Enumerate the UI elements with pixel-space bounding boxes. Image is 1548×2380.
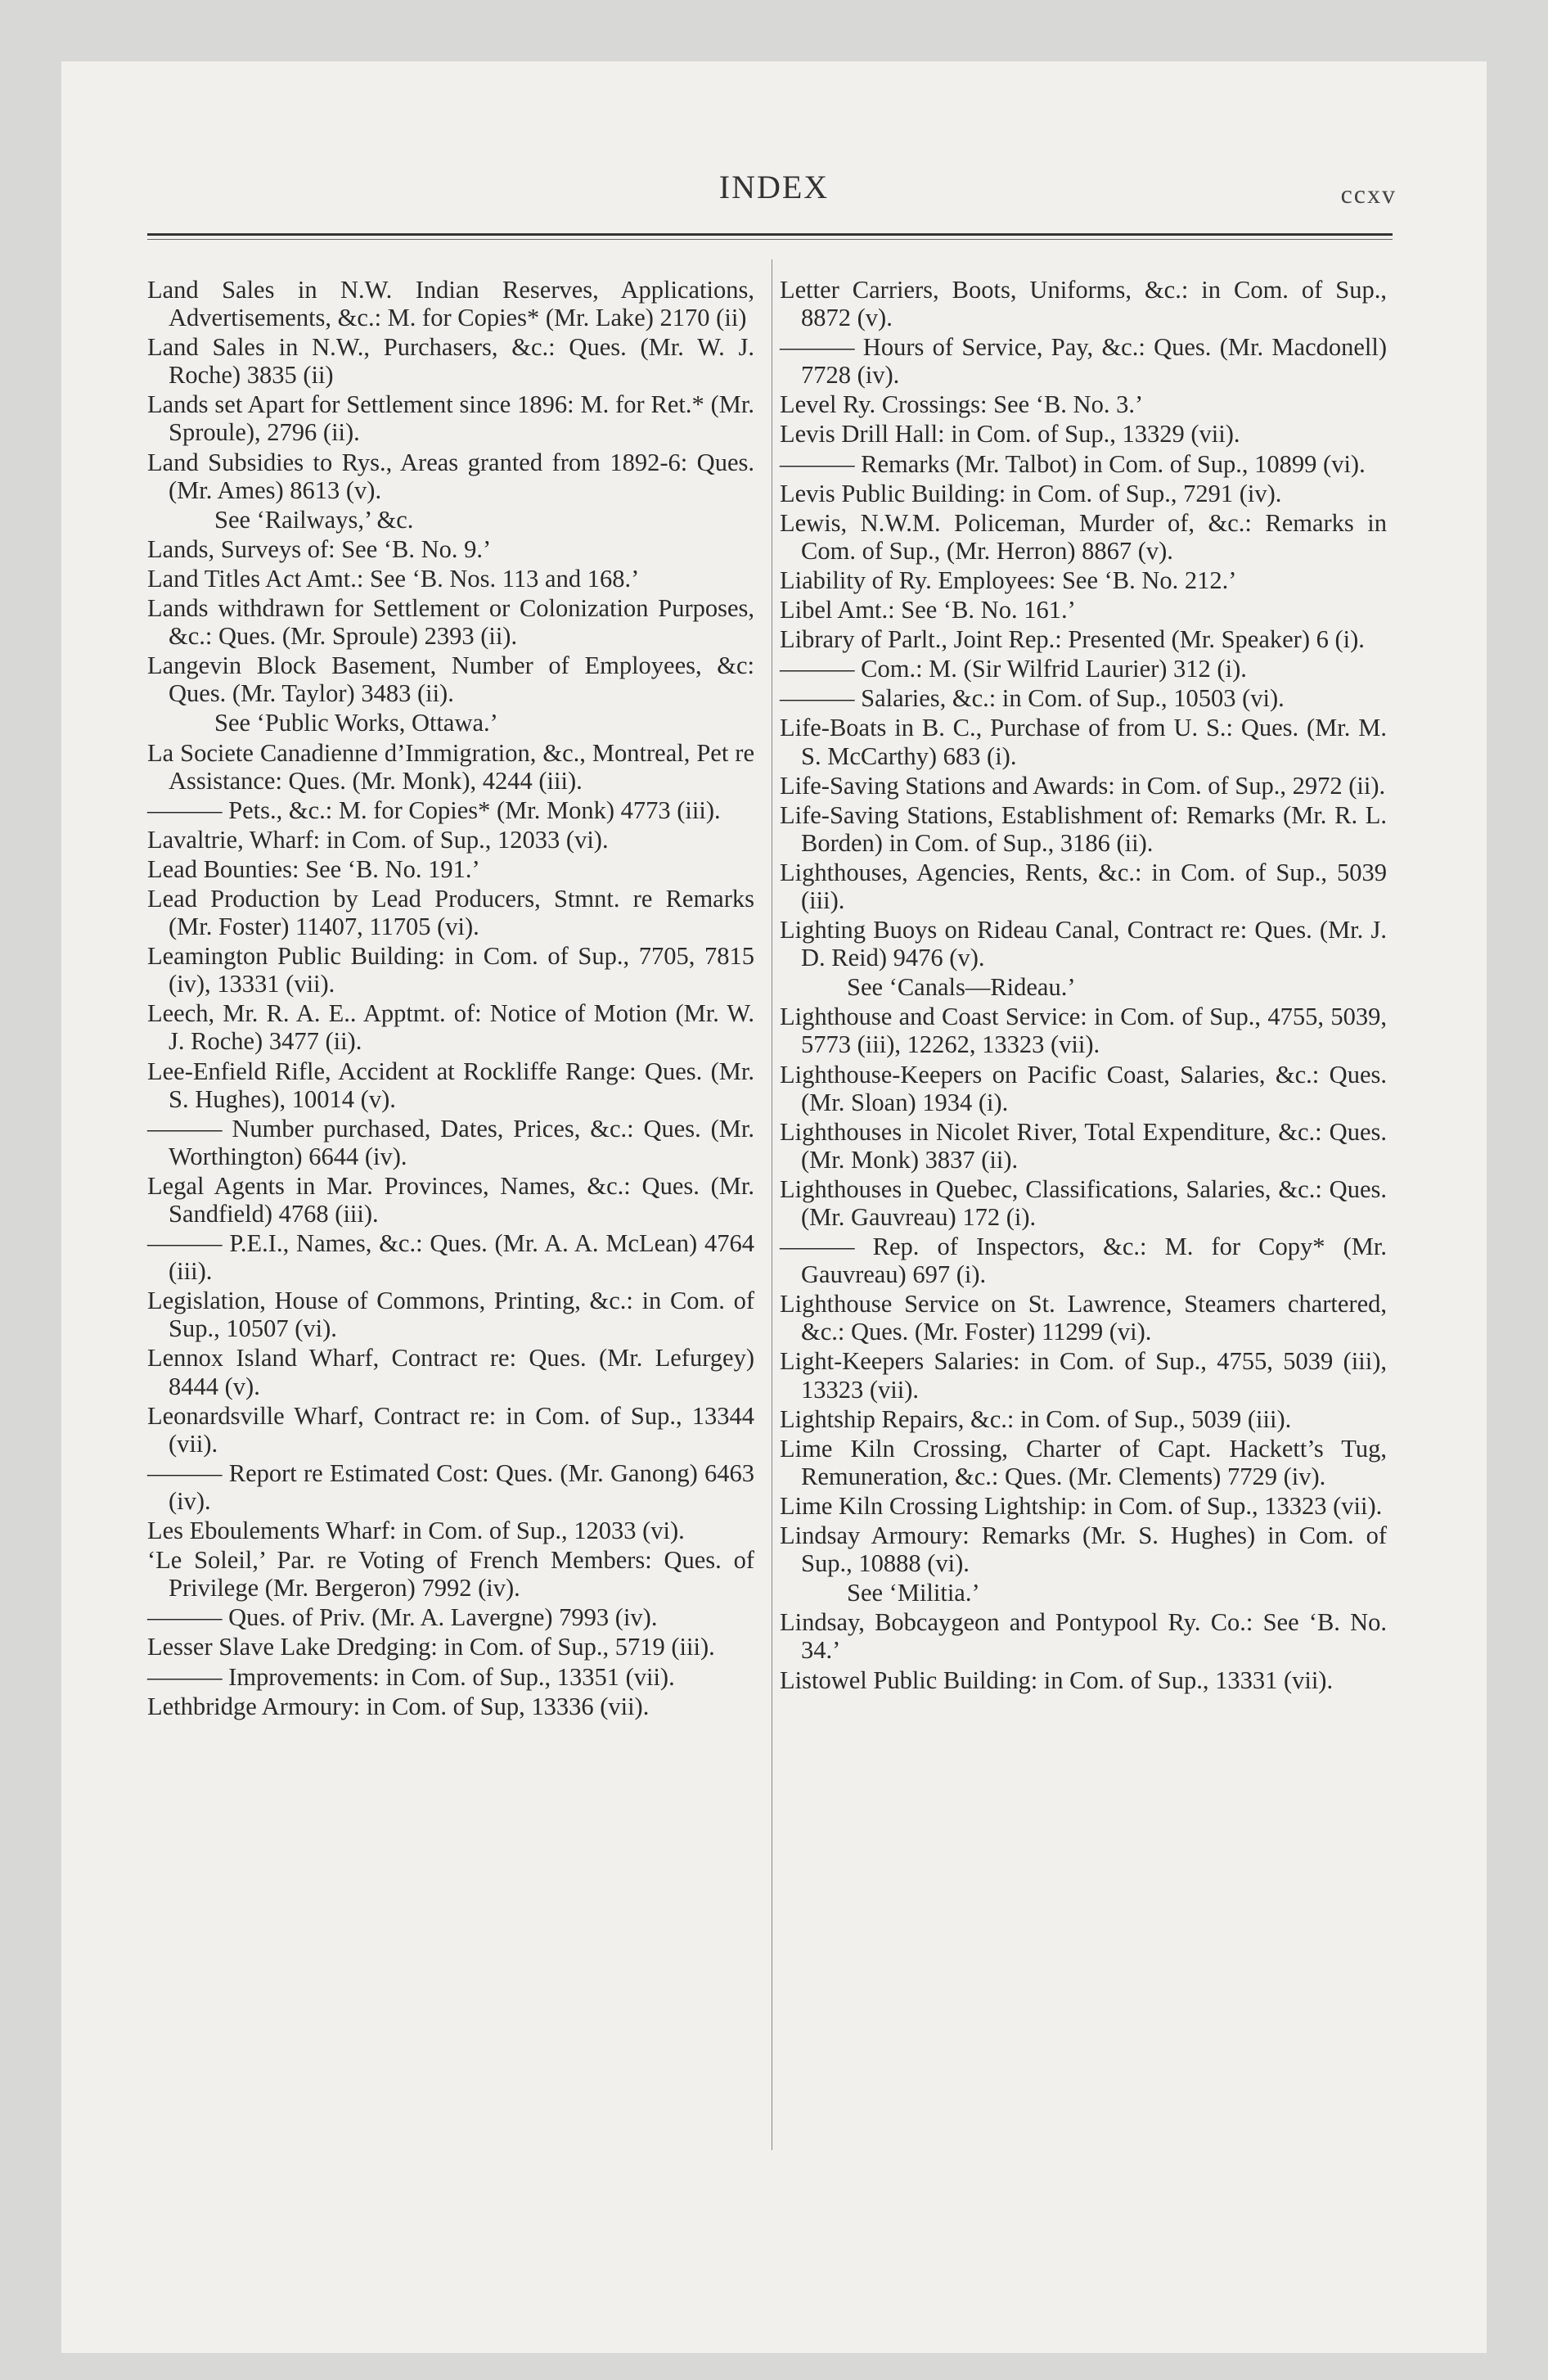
index-subentry: ——— Remarks (Mr. Talbot) in Com. of Sup., 10899 (vi). — [780, 449, 1366, 478]
index-entry: Letter Carriers, Boots, Uniforms, &c.: in Com. of Sup., 8872 (v). — [780, 276, 1387, 332]
index-subentry: ——— Report re Estimated Cost: Ques. (Mr. Ganong) 6463 (iv). — [147, 1458, 754, 1515]
index-entry: ‘Le Soleil,’ Par. re Voting of French Members: Ques. of Privilege (Mr. Bergeron) 7992 (iv). — [147, 1546, 754, 1602]
index-subentry: ——— Salaries, &c.: in Com. of Sup., 10503 (vi). — [780, 684, 1285, 713]
right-column — [780, 276, 1387, 1696]
page-number: ccxv — [1340, 179, 1397, 209]
left-column — [147, 276, 754, 1722]
index-entry: Lead Production by Lead Producers, Stmnt. re Remarks (Mr. Foster) 11407, 11705 (vi). — [147, 884, 754, 941]
index-entry: Lands set Apart for Settlement since 1896: M. for Ret.* (Mr. Sproule), 2796 (ii). — [147, 390, 754, 447]
index-entry: Lighthouses in Quebec, Classifications, Salaries, &c.: Ques. (Mr. Gauvreau) 172 (i). — [780, 1174, 1387, 1231]
see-reference: See ‘Public Works, Ottawa.’ — [214, 709, 498, 737]
index-entry: Lighthouses in Nicolet River, Total Expenditure, &c.: Ques. (Mr. Monk) 3837 (ii). — [780, 1117, 1387, 1174]
index-subentry: ——— Number purchased, Dates, Prices, &c.: Ques. (Mr. Worthington) 6644 (iv). — [147, 1114, 754, 1170]
index-entry: Les Eboulements Wharf: in Com. of Sup., 12033 (vi). — [147, 1517, 685, 1545]
index-entry: Libel Amt.: See ‘B. No. 161.’ — [780, 596, 1076, 624]
see-reference: See ‘Militia.’ — [847, 1579, 980, 1607]
index-entry: Lighthouses, Agencies, Rents, &c.: in Com. of Sup., 5039 (iii). — [780, 858, 1387, 914]
see-reference: See ‘Railways,’ &c. — [214, 505, 414, 534]
index-subentry: ——— Ques. of Priv. (Mr. A. Lavergne) 7993 (iv). — [147, 1603, 658, 1632]
index-entry: Levis Drill Hall: in Com. of Sup., 13329 (vii). — [780, 420, 1240, 449]
index-entry: Level Ry. Crossings: See ‘B. No. 3.’ — [780, 390, 1144, 419]
index-entry: Lighthouse-Keepers on Pacific Coast, Salaries, &c.: Ques. (Mr. Sloan) 1934 (i). — [780, 1060, 1387, 1116]
index-subentry: ——— Com.: M. (Sir Wilfrid Laurier) 312 (i). — [780, 655, 1247, 683]
index-entry: Liability of Ry. Employees: See ‘B. No. 212.’ — [780, 566, 1237, 594]
index-entry: Lead Bounties: See ‘B. No. 191.’ — [147, 854, 480, 883]
index-entry: Lighting Buoys on Rideau Canal, Contract re: Ques. (Mr. J. D. Reid) 9476 (v). — [780, 916, 1387, 972]
index-entry: Land Sales in N.W., Purchasers, &c.: Ques. (Mr. W. J. Roche) 3835 (ii) — [147, 333, 754, 390]
index-entry: Library of Parlt., Joint Rep.: Presented (Mr. Speaker) 6 (i). — [780, 625, 1365, 654]
index-entry: Lightship Repairs, &c.: in Com. of Sup., 5039 (iii). — [780, 1404, 1292, 1433]
index-entry: Leech, Mr. R. A. E.. Apptmt. of: Notice of Motion (Mr. W. J. Roche) 3477 (ii). — [147, 999, 754, 1056]
index-entry: Listowel Public Building: in Com. of Sup., 13331 (vii). — [780, 1666, 1334, 1694]
index-entry: Lands withdrawn for Settlement or Colonization Purposes, &c.: Ques. (Mr. Sproule) 2393 (ii). — [147, 594, 754, 651]
index-entry: Lethbridge Armoury: in Com. of Sup, 13336 (vii). — [147, 1692, 650, 1720]
index-entry: Life-Saving Stations and Awards: in Com. of Sup., 2972 (ii). — [780, 771, 1386, 800]
index-entry: Lighthouse and Coast Service: in Com. of Sup., 4755, 5039, 5773 (iii), 12262, 13323 (vii). — [780, 1003, 1387, 1059]
index-entry: Land Sales in N.W. Indian Reserves, Applications, Advertisements, &c.: M. for Copies* (Mr. Lake) 2170 (ii) — [147, 276, 754, 332]
index-entry: Leonardsville Wharf, Contract re: in Com. of Sup., 13344 (vii). — [147, 1401, 754, 1458]
index-entry: Life-Boats in B. C., Purchase of from U. S.: Ques. (Mr. M. S. McCarthy) 683 (i). — [780, 714, 1387, 770]
page-title: INDEX — [718, 169, 830, 205]
index-entry: Light-Keepers Salaries: in Com. of Sup., 4755, 5039 (iii), 13323 (vii). — [780, 1347, 1387, 1404]
index-entry: Lime Kiln Crossing Lightship: in Com. of Sup., 13323 (vii). — [780, 1491, 1383, 1520]
index-page — [61, 61, 1487, 2353]
index-entry: La Societe Canadienne d’Immigration, &c., Montreal, Pet re Assistance: Ques. (Mr. Monk), 4244 (iii). — [147, 738, 754, 795]
index-entry: Lighthouse Service on St. Lawrence, Steamers chartered, &c.: Ques. (Mr. Foster) 11299 (vi). — [780, 1290, 1387, 1346]
index-entry: Lesser Slave Lake Dredging: in Com. of Sup., 5719 (iii). — [147, 1633, 715, 1661]
index-entry: Lee-Enfield Rifle, Accident at Rockliffe Range: Ques. (Mr. S. Hughes), 10014 (v). — [147, 1057, 754, 1113]
index-subentry: ——— Hours of Service, Pay, &c.: Ques. (Mr. Macdonell) 7728 (iv). — [780, 333, 1387, 390]
index-entry: Lavaltrie, Wharf: in Com. of Sup., 12033 (vi). — [147, 825, 609, 854]
index-entry: Land Subsidies to Rys., Areas granted from 1892-6: Ques. (Mr. Ames) 8613 (v). — [147, 448, 754, 504]
index-entry: Legislation, House of Commons, Printing, &c.: in Com. of Sup., 10507 (vi). — [147, 1287, 754, 1343]
see-reference: See ‘Canals—Rideau.’ — [847, 973, 1076, 1002]
index-subentry: ——— Rep. of Inspectors, &c.: M. for Copy* (Mr. Gauvreau) 697 (i). — [780, 1233, 1387, 1289]
index-subentry: ——— P.E.I., Names, &c.: Ques. (Mr. A. A. McLean) 4764 (iii). — [147, 1229, 754, 1286]
index-entry: Lindsay, Bobcaygeon and Pontypool Ry. Co.: See ‘B. No. 34.’ — [780, 1608, 1387, 1665]
index-entry: Levis Public Building: in Com. of Sup., 7291 (iv). — [780, 479, 1282, 507]
index-entry: Lindsay Armoury: Remarks (Mr. S. Hughes) in Com. of Sup., 10888 (vi). — [780, 1521, 1387, 1578]
header-rule — [147, 233, 1393, 240]
index-entry: Legal Agents in Mar. Provinces, Names, &c.: Ques. (Mr. Sandfield) 4768 (iii). — [147, 1171, 754, 1228]
index-entry: Langevin Block Basement, Number of Employees, &c: Ques. (Mr. Taylor) 3483 (ii). — [147, 651, 754, 708]
index-entry: Life-Saving Stations, Establishment of: Remarks (Mr. R. L. Borden) in Com. of Sup., 3186 (ii). — [780, 800, 1387, 857]
index-subentry: ——— Improvements: in Com. of Sup., 13351 (vii). — [147, 1662, 675, 1691]
index-entry: Lennox Island Wharf, Contract re: Ques. (Mr. Lefurgey) 8444 (v). — [147, 1344, 754, 1400]
index-entry: Lands, Surveys of: See ‘B. No. 9.’ — [147, 534, 492, 563]
page-header — [61, 168, 1487, 217]
index-entry: Leamington Public Building: in Com. of Sup., 7705, 7815 (iv), 13331 (vii). — [147, 942, 754, 998]
index-entry: Lewis, N.W.M. Policeman, Murder of, &c.: Remarks in Com. of Sup., (Mr. Herron) 8867 (v). — [780, 508, 1387, 565]
index-entry: Lime Kiln Crossing, Charter of Capt. Hackett’s Tug, Remuneration, &c.: Ques. (Mr. Clements) 7729 (iv). — [780, 1434, 1387, 1490]
index-subentry: ——— Pets., &c.: M. for Copies* (Mr. Monk) 4773 (iii). — [147, 796, 721, 824]
index-entry: Land Titles Act Amt.: See ‘B. Nos. 113 and 168.’ — [147, 564, 640, 593]
